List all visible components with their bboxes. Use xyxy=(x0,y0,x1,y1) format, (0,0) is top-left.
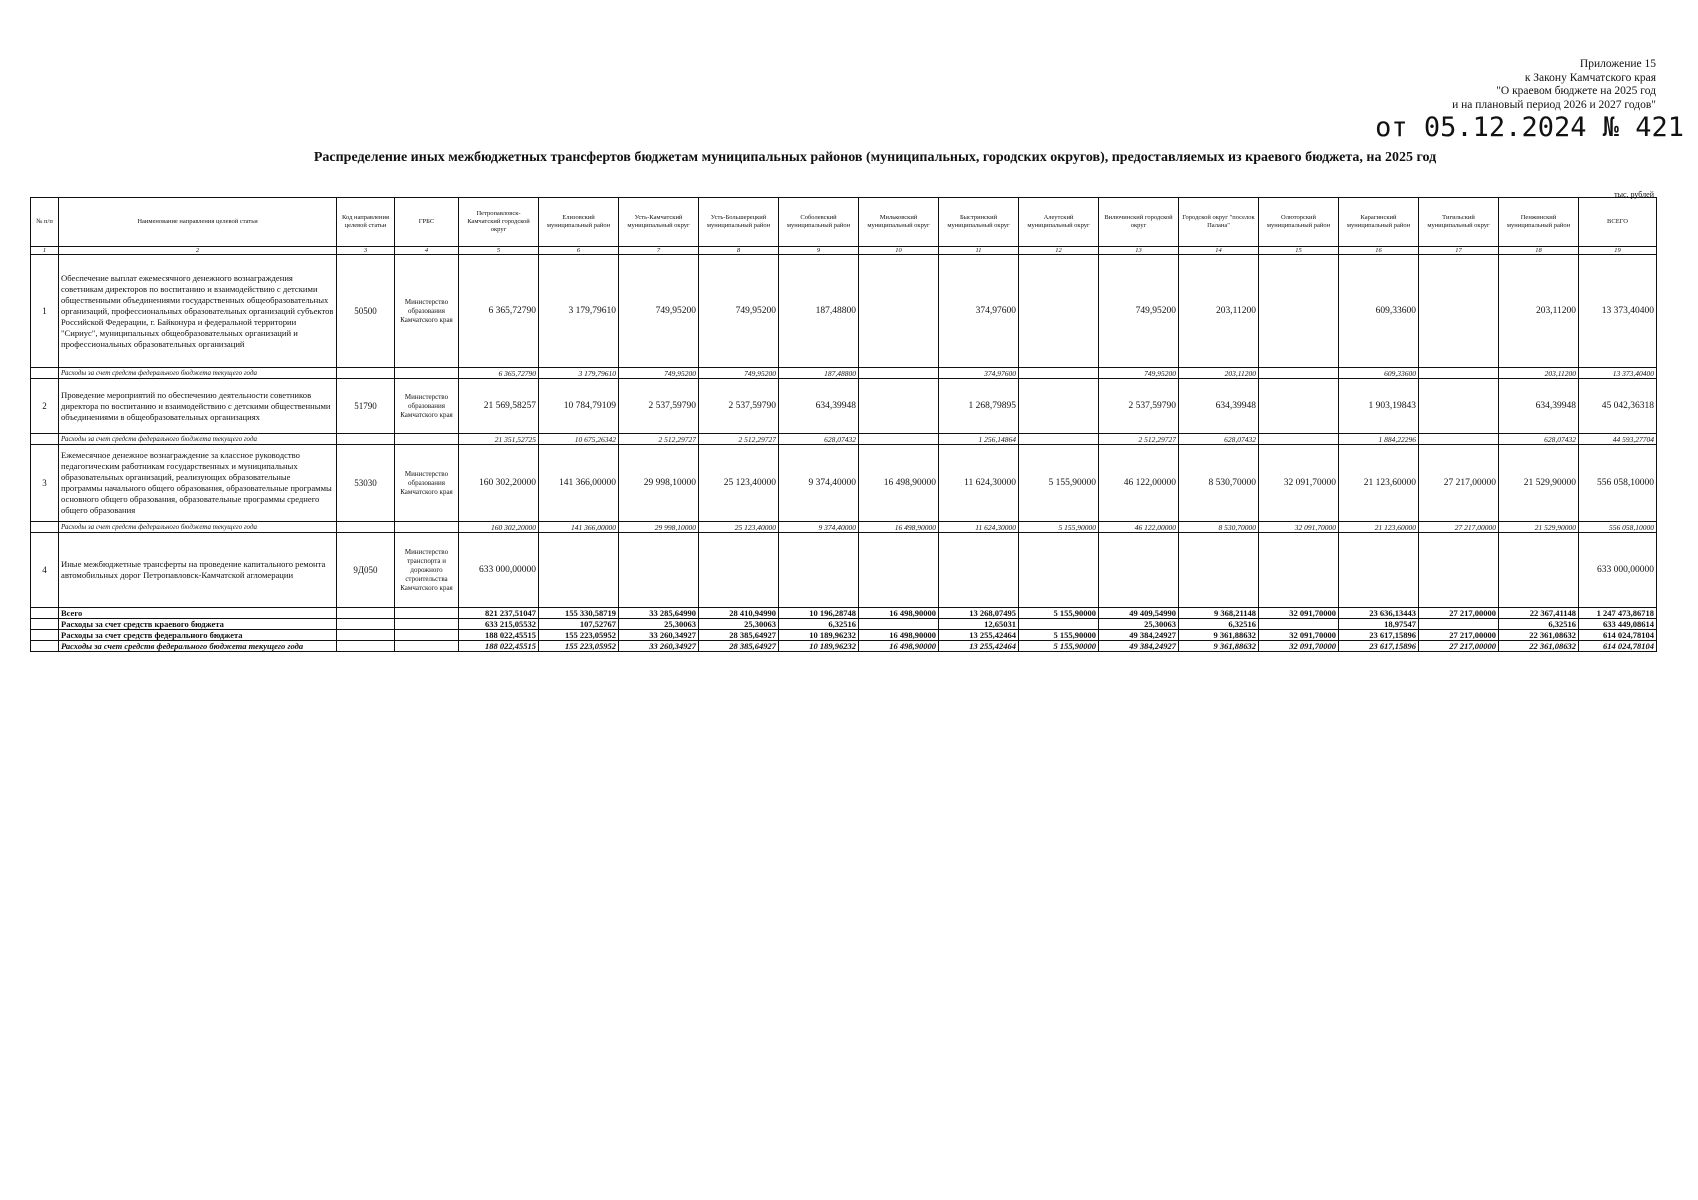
value-cell: 13 255,42464 xyxy=(939,630,1019,641)
value-cell: 16 498,90000 xyxy=(859,522,939,533)
column-header: Пенжинский муниципальный район xyxy=(1499,198,1579,247)
value-cell xyxy=(1419,619,1499,630)
target-code xyxy=(337,630,395,641)
column-number: 11 xyxy=(939,247,1019,255)
document-title: Распределение иных межбюджетных трансфертов бюджетам муниципальных районов (муниципальных, городских округов), предоставляемых из краевого бюджета, на 2025 год xyxy=(313,150,1437,165)
value-cell: 1 903,19843 xyxy=(1339,379,1419,434)
value-cell: 2 537,59790 xyxy=(1099,379,1179,434)
value-cell: 1 247 473,86718 xyxy=(1579,608,1657,619)
table-body xyxy=(31,247,1657,652)
target-code: 9Д050 xyxy=(337,533,395,608)
grbs-cell xyxy=(395,619,459,630)
row-number xyxy=(31,630,59,641)
value-cell: 821 237,51047 xyxy=(459,608,539,619)
value-cell: 25,30063 xyxy=(1099,619,1179,630)
value-cell: 614 024,78104 xyxy=(1579,630,1657,641)
subtotal-row xyxy=(31,522,1657,533)
value-cell xyxy=(1019,379,1099,434)
value-cell xyxy=(1419,379,1499,434)
value-cell: 29 998,10000 xyxy=(619,522,699,533)
grbs-cell: Министерство транспорта и дорожного строительства Камчатского края xyxy=(395,533,459,608)
value-cell: 8 530,70000 xyxy=(1179,522,1259,533)
value-cell: 2 512,29727 xyxy=(619,434,699,445)
value-cell: 9 361,88632 xyxy=(1179,630,1259,641)
value-cell: 5 155,90000 xyxy=(1019,630,1099,641)
value-cell: 10 189,96232 xyxy=(779,641,859,652)
column-header: № п/п xyxy=(31,198,59,247)
units-label: тыс. рублей xyxy=(1614,190,1654,199)
column-header: Карагинский муниципальный район xyxy=(1339,198,1419,247)
value-cell xyxy=(1419,368,1499,379)
value-cell: 749,95200 xyxy=(699,255,779,368)
grbs-cell xyxy=(395,641,459,652)
value-cell: 374,97600 xyxy=(939,368,1019,379)
value-cell xyxy=(1259,533,1339,608)
subtotal-row xyxy=(31,368,1657,379)
value-cell: 9 368,21148 xyxy=(1179,608,1259,619)
value-cell: 21 123,60000 xyxy=(1339,445,1419,522)
value-cell: 32 091,70000 xyxy=(1259,445,1339,522)
value-cell: 49 409,54990 xyxy=(1099,608,1179,619)
value-cell: 33 260,34927 xyxy=(619,630,699,641)
grbs-cell xyxy=(395,434,459,445)
value-cell: 22 361,08632 xyxy=(1499,630,1579,641)
value-cell: 45 042,36318 xyxy=(1579,379,1657,434)
appendix-block xyxy=(1296,58,1656,112)
value-cell: 29 998,10000 xyxy=(619,445,699,522)
column-number: 2 xyxy=(59,247,337,255)
column-number: 9 xyxy=(779,247,859,255)
value-cell: 27 217,00000 xyxy=(1419,630,1499,641)
target-code xyxy=(337,641,395,652)
handwritten-date-stamp: от 05.12.2024 № 421 xyxy=(1375,112,1684,143)
column-number: 6 xyxy=(539,247,619,255)
value-cell xyxy=(859,533,939,608)
subtotal-label: Расходы за счет средств федерального бюджета текущего года xyxy=(59,434,337,445)
value-cell: 27 217,00000 xyxy=(1419,522,1499,533)
value-cell xyxy=(859,434,939,445)
table-row xyxy=(31,379,1657,434)
value-cell: 203,11200 xyxy=(1499,255,1579,368)
value-cell: 13 268,07495 xyxy=(939,608,1019,619)
value-cell: 28 410,94990 xyxy=(699,608,779,619)
value-cell: 634,39948 xyxy=(1179,379,1259,434)
value-cell xyxy=(939,533,1019,608)
value-cell: 141 366,00000 xyxy=(539,445,619,522)
value-cell: 21 529,90000 xyxy=(1499,445,1579,522)
value-cell xyxy=(859,368,939,379)
value-cell: 13 373,40400 xyxy=(1579,255,1657,368)
value-cell: 187,48800 xyxy=(779,368,859,379)
appendix-line: "О краевом бюджете на 2025 год xyxy=(1496,85,1656,97)
target-code: 50500 xyxy=(337,255,395,368)
column-number: 17 xyxy=(1419,247,1499,255)
value-cell xyxy=(1019,619,1099,630)
value-cell: 23 617,15896 xyxy=(1339,641,1419,652)
value-cell: 160 302,20000 xyxy=(459,445,539,522)
value-cell: 32 091,70000 xyxy=(1259,608,1339,619)
value-cell: 16 498,90000 xyxy=(859,445,939,522)
grbs-cell: Министерство образования Камчатского края xyxy=(395,445,459,522)
value-cell xyxy=(1419,533,1499,608)
value-cell: 2 537,59790 xyxy=(699,379,779,434)
value-cell: 13 255,42464 xyxy=(939,641,1019,652)
column-number: 10 xyxy=(859,247,939,255)
total-row xyxy=(31,608,1657,619)
column-header: ГРБС xyxy=(395,198,459,247)
column-number-row xyxy=(31,247,1657,255)
value-cell: 5 155,90000 xyxy=(1019,608,1099,619)
value-cell: 187,48800 xyxy=(779,255,859,368)
value-cell xyxy=(699,533,779,608)
row-number xyxy=(31,434,59,445)
row-name: Проведение мероприятий по обеспечению деятельности советников директора по воспитанию и взаимодействию с детскими общественными объединениями в общеобразовательных организациях xyxy=(59,379,337,434)
value-cell: 155 223,05952 xyxy=(539,630,619,641)
target-code xyxy=(337,434,395,445)
value-cell xyxy=(1019,533,1099,608)
value-cell xyxy=(1179,533,1259,608)
value-cell: 18,97547 xyxy=(1339,619,1419,630)
column-header: Олюторский муниципальный район xyxy=(1259,198,1339,247)
value-cell xyxy=(859,255,939,368)
column-number: 18 xyxy=(1499,247,1579,255)
value-cell: 160 302,20000 xyxy=(459,522,539,533)
value-cell: 5 155,90000 xyxy=(1019,522,1099,533)
value-cell: 188 022,45515 xyxy=(459,630,539,641)
row-number: 1 xyxy=(31,255,59,368)
row-number: 2 xyxy=(31,379,59,434)
value-cell: 28 385,64927 xyxy=(699,630,779,641)
column-header: Усть-Камчатский муниципальный округ xyxy=(619,198,699,247)
value-cell: 25,30063 xyxy=(699,619,779,630)
value-cell: 16 498,90000 xyxy=(859,641,939,652)
column-header: Алеутский муниципальный округ xyxy=(1019,198,1099,247)
value-cell xyxy=(859,619,939,630)
value-cell: 21 569,58257 xyxy=(459,379,539,434)
value-cell: 6,32516 xyxy=(779,619,859,630)
value-cell: 28 385,64927 xyxy=(699,641,779,652)
target-code xyxy=(337,368,395,379)
column-header: Быстринский муниципальный округ xyxy=(939,198,1019,247)
value-cell: 749,95200 xyxy=(699,368,779,379)
table-row xyxy=(31,533,1657,608)
value-cell: 6 365,72790 xyxy=(459,255,539,368)
value-cell: 11 624,30000 xyxy=(939,445,1019,522)
subtotal-row xyxy=(31,434,1657,445)
value-cell: 10 189,96232 xyxy=(779,630,859,641)
column-header: Петропавловск-Камчатский городской округ xyxy=(459,198,539,247)
value-cell: 23 617,15896 xyxy=(1339,630,1419,641)
row-number xyxy=(31,608,59,619)
value-cell: 634,39948 xyxy=(1499,379,1579,434)
value-cell: 634,39948 xyxy=(779,379,859,434)
value-cell: 13 373,40400 xyxy=(1579,368,1657,379)
column-header: ВСЕГО xyxy=(1579,198,1657,247)
value-cell: 11 624,30000 xyxy=(939,522,1019,533)
table-row xyxy=(31,255,1657,368)
value-cell: 9 374,40000 xyxy=(779,445,859,522)
target-code xyxy=(337,608,395,619)
row-number: 3 xyxy=(31,445,59,522)
row-number xyxy=(31,368,59,379)
value-cell: 27 217,00000 xyxy=(1419,608,1499,619)
row-number xyxy=(31,522,59,533)
value-cell: 32 091,70000 xyxy=(1259,641,1339,652)
value-cell: 21 529,90000 xyxy=(1499,522,1579,533)
value-cell xyxy=(1259,255,1339,368)
value-cell: 10 675,26342 xyxy=(539,434,619,445)
value-cell: 374,97600 xyxy=(939,255,1019,368)
value-cell: 27 217,00000 xyxy=(1419,641,1499,652)
value-cell xyxy=(1019,434,1099,445)
value-cell: 633 000,00000 xyxy=(1579,533,1657,608)
column-number: 3 xyxy=(337,247,395,255)
value-cell xyxy=(1339,533,1419,608)
value-cell: 203,11200 xyxy=(1179,255,1259,368)
value-cell: 628,07432 xyxy=(779,434,859,445)
subtotal-label: Расходы за счет средств федерального бюджета текущего года xyxy=(59,522,337,533)
column-number: 5 xyxy=(459,247,539,255)
value-cell: 633 449,08614 xyxy=(1579,619,1657,630)
value-cell xyxy=(1259,379,1339,434)
value-cell: 32 091,70000 xyxy=(1259,522,1339,533)
value-cell: 8 530,70000 xyxy=(1179,445,1259,522)
value-cell: 1 256,14864 xyxy=(939,434,1019,445)
grbs-cell xyxy=(395,630,459,641)
appendix-line: Приложение 15 xyxy=(1579,58,1656,70)
value-cell: 749,95200 xyxy=(1099,255,1179,368)
column-header: Тигильский муниципальный округ xyxy=(1419,198,1499,247)
row-number: 4 xyxy=(31,533,59,608)
value-cell: 27 217,00000 xyxy=(1419,445,1499,522)
value-cell: 2 537,59790 xyxy=(619,379,699,434)
value-cell: 614 024,78104 xyxy=(1579,641,1657,652)
row-name: Иные межбюджетные трансферты на проведение капитального ремонта автомобильных дорог Петропавловск-Камчатской агломерации xyxy=(59,533,337,608)
value-cell: 46 122,00000 xyxy=(1099,522,1179,533)
value-cell xyxy=(1019,368,1099,379)
value-cell xyxy=(619,533,699,608)
column-header: Елизовский муниципальный район xyxy=(539,198,619,247)
value-cell xyxy=(1259,368,1339,379)
value-cell: 25 123,40000 xyxy=(699,445,779,522)
value-cell: 21 351,52725 xyxy=(459,434,539,445)
total-label: Всего xyxy=(59,608,337,619)
appendix-line: к Закону Камчатского края xyxy=(1524,71,1656,84)
column-header: Вилючинский городской округ xyxy=(1099,198,1179,247)
value-cell: 6,32516 xyxy=(1179,619,1259,630)
value-cell: 633 000,00000 xyxy=(459,533,539,608)
appendix-line: и на плановый период 2026 и 2027 годов" xyxy=(1452,98,1656,111)
value-cell: 49 384,24927 xyxy=(1099,630,1179,641)
column-number: 13 xyxy=(1099,247,1179,255)
value-cell xyxy=(779,533,859,608)
row-number xyxy=(31,619,59,630)
value-cell xyxy=(1259,619,1339,630)
total-row xyxy=(31,630,1657,641)
value-cell xyxy=(1419,434,1499,445)
value-cell: 188 022,45515 xyxy=(459,641,539,652)
value-cell: 5 155,90000 xyxy=(1019,445,1099,522)
value-cell: 6,32516 xyxy=(1499,619,1579,630)
column-header: Соболевский муниципальный район xyxy=(779,198,859,247)
value-cell: 22 367,41148 xyxy=(1499,608,1579,619)
value-cell xyxy=(1499,533,1579,608)
value-cell: 9 361,88632 xyxy=(1179,641,1259,652)
value-cell: 155 330,58719 xyxy=(539,608,619,619)
value-cell xyxy=(1419,255,1499,368)
value-cell xyxy=(1259,434,1339,445)
row-name: Ежемесячное денежное вознаграждение за классное руководство педагогическим работникам государственных и муниципальных образовательных организаций, реализующих образовательные программы начального общего образования, образовательные программы основного общего образования, образовательные программы среднего общего образования xyxy=(59,445,337,522)
value-cell: 203,11200 xyxy=(1499,368,1579,379)
grbs-cell: Министерство образования Камчатского края xyxy=(395,255,459,368)
value-cell: 107,52767 xyxy=(539,619,619,630)
grbs-cell: Министерство образования Камчатского края xyxy=(395,379,459,434)
value-cell: 21 123,60000 xyxy=(1339,522,1419,533)
value-cell: 155 223,05952 xyxy=(539,641,619,652)
value-cell: 2 512,29727 xyxy=(699,434,779,445)
grbs-cell xyxy=(395,608,459,619)
row-number xyxy=(31,641,59,652)
value-cell: 46 122,00000 xyxy=(1099,445,1179,522)
value-cell: 609,33600 xyxy=(1339,255,1419,368)
value-cell: 3 179,79610 xyxy=(539,368,619,379)
value-cell: 33 285,64990 xyxy=(619,608,699,619)
column-number: 15 xyxy=(1259,247,1339,255)
column-number: 8 xyxy=(699,247,779,255)
column-number: 12 xyxy=(1019,247,1099,255)
column-number: 14 xyxy=(1179,247,1259,255)
target-code: 53030 xyxy=(337,445,395,522)
target-code xyxy=(337,619,395,630)
total-label: Расходы за счет средств краевого бюджета xyxy=(59,619,337,630)
value-cell: 1 268,79895 xyxy=(939,379,1019,434)
value-cell: 749,95200 xyxy=(619,368,699,379)
value-cell: 44 593,27704 xyxy=(1579,434,1657,445)
value-cell: 23 636,13443 xyxy=(1339,608,1419,619)
target-code xyxy=(337,522,395,533)
value-cell: 10 196,28748 xyxy=(779,608,859,619)
table-row xyxy=(31,445,1657,522)
value-cell: 628,07432 xyxy=(1499,434,1579,445)
value-cell: 1 884,22296 xyxy=(1339,434,1419,445)
value-cell xyxy=(1019,255,1099,368)
row-name: Обеспечение выплат ежемесячного денежного вознаграждения советникам директоров по воспитанию и взаимодействию с детскими общественными объединениями государственных общеобразовательных организаций, профессиональных образовательных организаций субъектов Российской Федерации, г. Байконура и федеральной территории "Сириус", муниципальных общеобразовательных организаций и профессиональных образовательных организаций xyxy=(59,255,337,368)
grbs-cell xyxy=(395,522,459,533)
total-row xyxy=(31,619,1657,630)
table-header-row xyxy=(31,198,1657,247)
value-cell xyxy=(859,379,939,434)
transfers-table xyxy=(30,197,1657,652)
value-cell: 3 179,79610 xyxy=(539,255,619,368)
value-cell: 9 374,40000 xyxy=(779,522,859,533)
value-cell: 12,65031 xyxy=(939,619,1019,630)
column-header: Мильковский муниципальный округ xyxy=(859,198,939,247)
column-header: Наименование направления целевой статьи xyxy=(59,198,337,247)
column-header: Код направления целевой статьи xyxy=(337,198,395,247)
column-number: 1 xyxy=(31,247,59,255)
value-cell: 5 155,90000 xyxy=(1019,641,1099,652)
value-cell: 10 784,79109 xyxy=(539,379,619,434)
total-row xyxy=(31,641,1657,652)
value-cell: 749,95200 xyxy=(619,255,699,368)
value-cell: 33 260,34927 xyxy=(619,641,699,652)
subtotal-label: Расходы за счет средств федерального бюджета текущего года xyxy=(59,368,337,379)
value-cell: 25,30063 xyxy=(619,619,699,630)
value-cell: 16 498,90000 xyxy=(859,608,939,619)
value-cell xyxy=(539,533,619,608)
column-number: 4 xyxy=(395,247,459,255)
value-cell: 16 498,90000 xyxy=(859,630,939,641)
value-cell: 32 091,70000 xyxy=(1259,630,1339,641)
value-cell: 628,07432 xyxy=(1179,434,1259,445)
column-number: 16 xyxy=(1339,247,1419,255)
value-cell: 609,33600 xyxy=(1339,368,1419,379)
grbs-cell xyxy=(395,368,459,379)
value-cell: 203,11200 xyxy=(1179,368,1259,379)
target-code: 51790 xyxy=(337,379,395,434)
column-number: 19 xyxy=(1579,247,1657,255)
column-header: Усть-Большерецкий муниципальный район xyxy=(699,198,779,247)
total-label: Расходы за счет средств федерального бюджета текущего года xyxy=(59,641,337,652)
value-cell xyxy=(1099,533,1179,608)
column-number: 7 xyxy=(619,247,699,255)
value-cell: 25 123,40000 xyxy=(699,522,779,533)
total-label: Расходы за счет средств федерального бюджета xyxy=(59,630,337,641)
value-cell: 22 361,08632 xyxy=(1499,641,1579,652)
column-header: Городской округ "поселок Палана" xyxy=(1179,198,1259,247)
value-cell: 6 365,72790 xyxy=(459,368,539,379)
value-cell: 749,95200 xyxy=(1099,368,1179,379)
value-cell: 556 058,10000 xyxy=(1579,522,1657,533)
value-cell: 2 512,29727 xyxy=(1099,434,1179,445)
value-cell: 633 215,05532 xyxy=(459,619,539,630)
value-cell: 49 384,24927 xyxy=(1099,641,1179,652)
value-cell: 141 366,00000 xyxy=(539,522,619,533)
value-cell: 556 058,10000 xyxy=(1579,445,1657,522)
